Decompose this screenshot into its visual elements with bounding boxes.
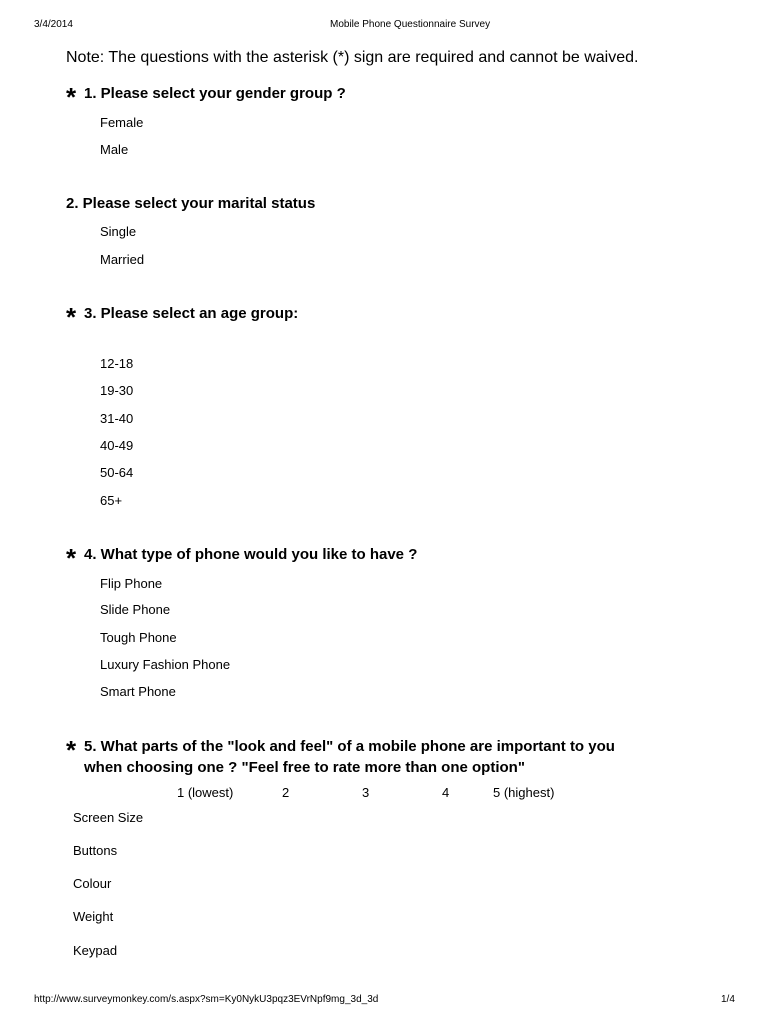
option-single[interactable]: Single (100, 224, 137, 239)
option-married[interactable]: Married (100, 252, 145, 267)
rating-column-header: 3 (362, 785, 370, 800)
required-asterisk: * (66, 302, 77, 332)
option-age-19-30[interactable]: 19-30 (100, 383, 134, 398)
question-3-title: 3. Please select an age group: (84, 305, 299, 322)
rating-column-header: 5 (highest) (493, 785, 555, 800)
option-flip-phone[interactable]: Flip Phone (100, 576, 163, 591)
rating-row-keypad: Keypad (73, 943, 118, 958)
footer-page-number: 1/4 (721, 994, 735, 1005)
option-tough-phone[interactable]: Tough Phone (100, 630, 177, 645)
header-date: 3/4/2014 (34, 19, 73, 30)
option-luxury-fashion-phone[interactable]: Luxury Fashion Phone (100, 657, 231, 672)
required-asterisk: * (66, 543, 77, 573)
question-1-title: 1. Please select your gender group ? (84, 85, 346, 102)
option-age-50-64[interactable]: 50-64 (100, 465, 134, 480)
option-smart-phone[interactable]: Smart Phone (100, 684, 176, 699)
rating-row-weight: Weight (73, 909, 114, 924)
option-age-12-18[interactable]: 12-18 (100, 356, 134, 371)
rating-column-header: 2 (282, 785, 290, 800)
rating-column-header: 4 (442, 785, 450, 800)
required-asterisk: * (66, 82, 77, 112)
footer-url[interactable]: http://www.surveymonkey.com/s.aspx?sm=Ky0NykU3pqz3EVrNpf9mg_3d_3d (34, 994, 379, 1005)
header-title: Mobile Phone Questionnaire Survey (330, 19, 491, 30)
option-age-31-40[interactable]: 31-40 (100, 411, 134, 426)
rating-row-colour: Colour (73, 876, 112, 891)
question-4-title: 4. What type of phone would you like to have ? (84, 546, 418, 563)
question-2-title: 2. Please select your marital status (66, 195, 316, 212)
question-5-title-line-2: when choosing one ? "Feel free to rate more than one option" (84, 759, 525, 776)
rating-column-header: 1 (lowest) (177, 785, 234, 800)
option-female[interactable]: Female (100, 115, 144, 130)
option-male[interactable]: Male (100, 142, 129, 157)
required-asterisk: * (66, 735, 77, 765)
question-5-title-line-1: 5. What parts of the "look and feel" of a mobile phone are important to you (84, 738, 615, 755)
required-note: Note: The questions with the asterisk (*) sign are required and cannot be waived. (66, 49, 639, 66)
option-age-65-plus[interactable]: 65+ (100, 493, 123, 508)
option-age-40-49[interactable]: 40-49 (100, 438, 134, 453)
rating-row-screen-size: Screen Size (73, 810, 144, 825)
option-slide-phone[interactable]: Slide Phone (100, 602, 171, 617)
rating-row-buttons: Buttons (73, 843, 118, 858)
